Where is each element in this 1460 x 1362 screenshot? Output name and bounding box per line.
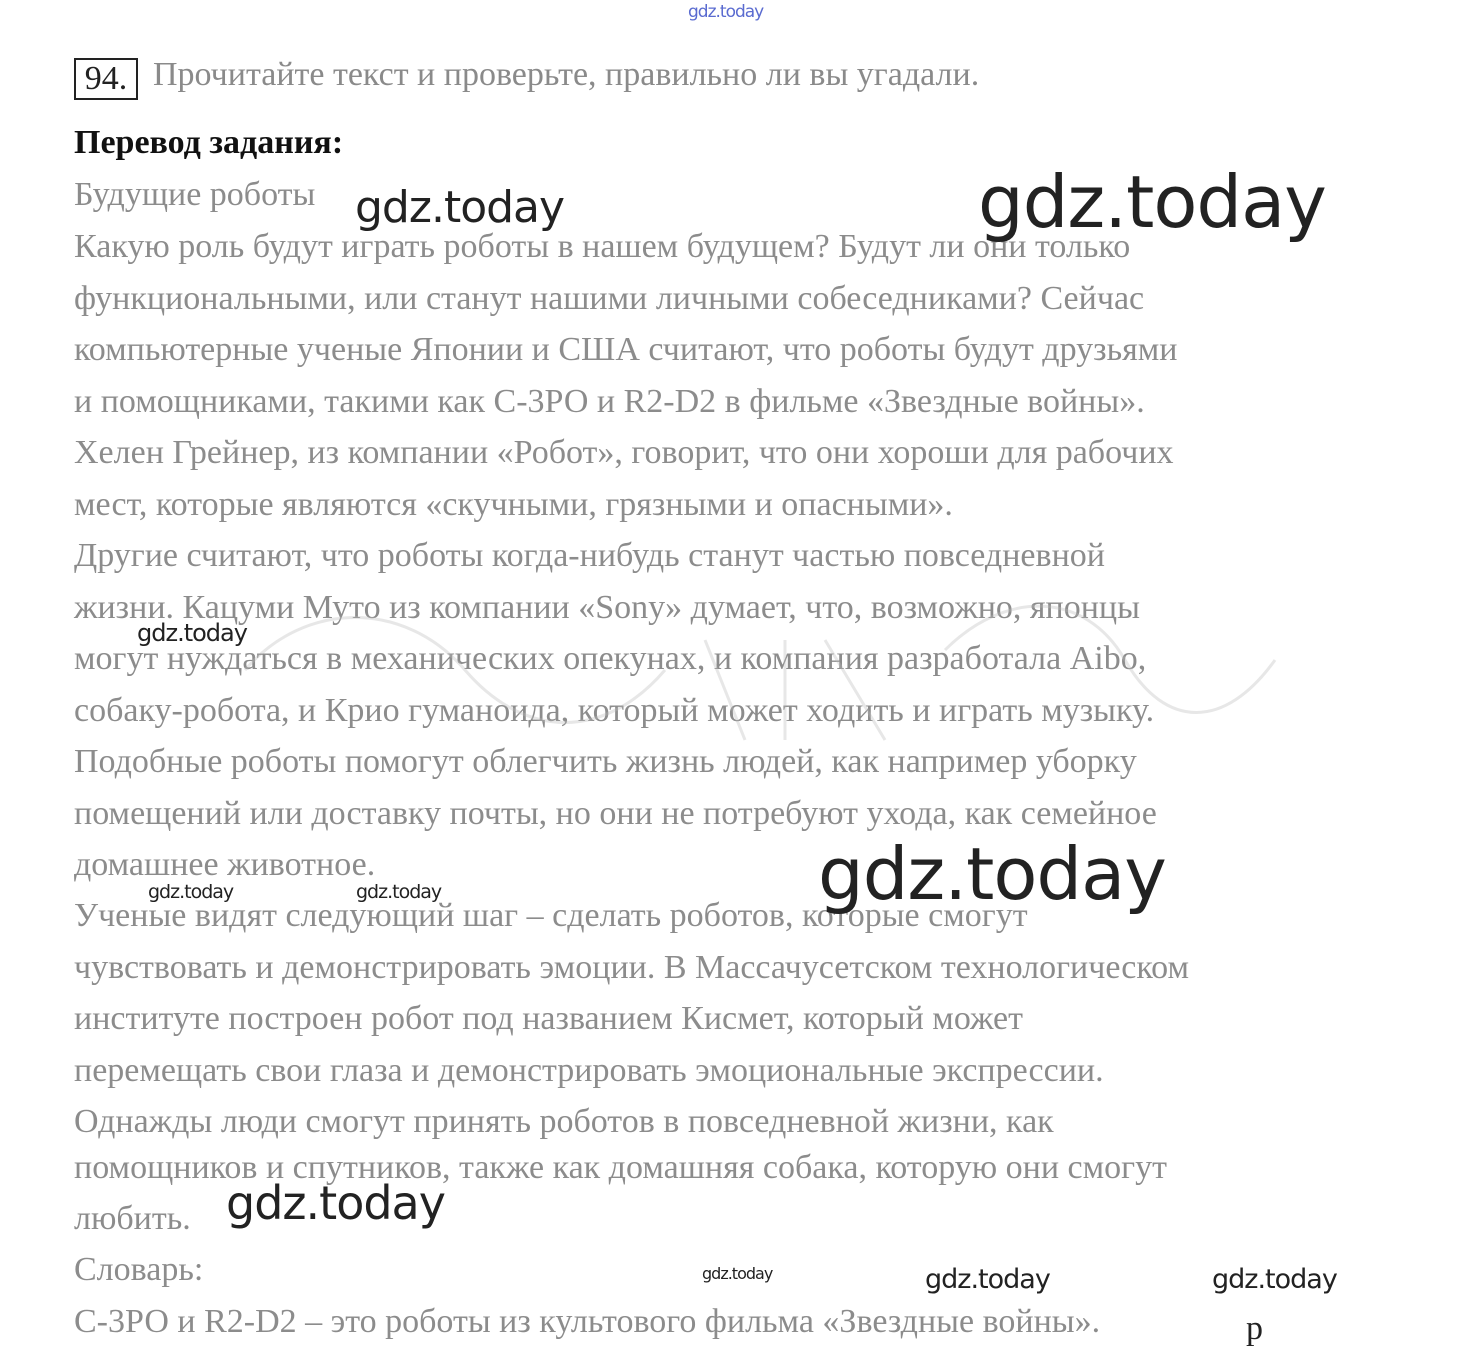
text-line: Хелен Грейнер, из компании «Робот», говорит, что они хороши для рабочих (74, 434, 1174, 471)
text-line: Ученые видят следующий шаг – сделать роботов, которые смогут (74, 897, 1028, 934)
text-line: Какую роль будут играть роботы в нашем будущем? Будут ли они только (74, 228, 1131, 265)
text-line: мест, которые являются «скучными, грязными и опасными». (74, 486, 953, 523)
watermark-top: gdz.today (688, 2, 764, 22)
watermark: gdz.today (702, 1264, 773, 1283)
text-line: функциональными, или станут нашими личными собеседниками? Сейчас (74, 280, 1145, 317)
text-line: жизни. Кацуми Муто из компании «Sony» думает, что, возможно, японцы (74, 589, 1140, 626)
text-line: помощников и спутников, также как домашняя собака, которую они смогут (74, 1149, 1167, 1186)
watermark: gdz.today (1212, 1264, 1337, 1295)
task-instruction: Прочитайте текст и проверьте, правильно ли вы угадали. (153, 56, 980, 93)
watermark: gdz.today (818, 832, 1166, 916)
text-line: Подобные роботы помогут облегчить жизнь людей, как например уборку (74, 743, 1137, 780)
text-line: любить. (74, 1200, 191, 1237)
trailing-char: р (1246, 1310, 1263, 1347)
text-line: Словарь: (74, 1251, 204, 1288)
translation-heading: Перевод задания: (74, 124, 344, 161)
text-line: С-3РО и R2-D2 – это роботы из культового фильма «Звездные войны». (74, 1303, 1101, 1340)
faint-background-watermark (185, 580, 1305, 760)
text-line: Другие считают, что роботы когда-нибудь станут частью повседневной (74, 537, 1105, 574)
watermark: gdz.today (925, 1264, 1050, 1295)
watermark: gdz.today (148, 881, 234, 903)
text-line: компьютерные ученые Японии и США считают, что роботы будут друзьями (74, 331, 1178, 368)
watermark: gdz.today (226, 1176, 445, 1230)
text-line: помещений или доставку почты, но они не потребуют ухода, как семейное (74, 795, 1157, 832)
text-line: Однажды люди смогут принять роботов в повседневной жизни, как (74, 1103, 1054, 1140)
watermark: gdz.today (137, 619, 247, 647)
watermark: gdz.today (356, 881, 442, 903)
text-line: могут нуждаться в механических опекунах, и компания разработала Aibo, (74, 640, 1147, 677)
text-line: перемещать свои глаза и демонстрировать эмоциональные экспрессии. (74, 1052, 1104, 1089)
text-line: Будущие роботы (74, 176, 316, 213)
text-line: институте построен робот под названием Кисмет, который может (74, 1000, 1023, 1037)
text-line: собаку-робота, и Крио гуманоида, который может ходить и играть музыку. (74, 692, 1155, 729)
text-line: домашнее животное. (74, 846, 376, 883)
text-line: чувствовать и демонстрировать эмоции. В Массачусетском технологическом (74, 949, 1190, 986)
text-line: и помощниками, такими как С-3РО и R2-D2 в фильме «Звездные войны». (74, 383, 1145, 420)
watermark: gdz.today (978, 160, 1326, 244)
watermark: gdz.today (355, 182, 565, 233)
task-number: 94. (74, 58, 138, 100)
